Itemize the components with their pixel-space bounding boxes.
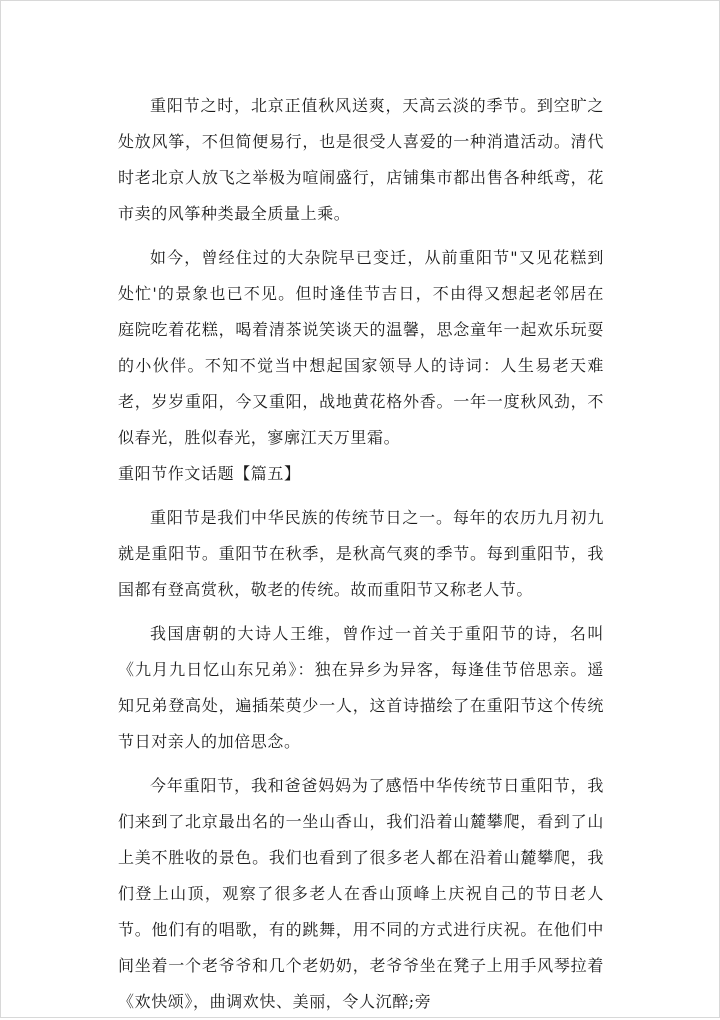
paragraph-kite-flying: 重阳节之时，北京正值秋风送爽，天高云淡的季节。到空旷之处放风筝，不但简便易行，也是很受人喜爱的一种消遣活动。清代时老北京人放飞之举极为喧闹盛行，店铺集市都出售各种纸鸢，花市卖的风筝种类最全质量上乘。 — [118, 96, 604, 223]
document-body — [118, 88, 604, 1020]
paragraph-festival-intro: 重阳节是我们中华民族的传统节日之一。每年的农历九月初九就是重阳节。重阳节在秋季，是秋高气爽的季节。每到重阳节，我国都有登高赏秋，敬老的传统。故而重阳节又称老人节。 — [118, 508, 604, 599]
section-heading: 重阳节作文话题【篇五】 — [118, 464, 301, 483]
paragraph-memories: 如今，曾经住过的大杂院早已变迁，从前重阳节"又见花糕到处忙'的景象也已不见。但时逢佳节吉日，不由得又想起老邻居在庭院吃着花糕，喝着清茶说笑谈天的温馨，思念童年一起欢乐玩耍的小伙伴。不知不觉当中想起国家领导人的诗词：人生易老天难老，岁岁重阳，今又重阳，战地黄花格外香。一年一度秋风劲，不似春光，胜似春光，寥廓江天万里霜。 — [118, 248, 604, 447]
paragraph-xiangshan-trip: 今年重阳节，我和爸爸妈妈为了感悟中华传统节日重阳节，我们来到了北京最出名的一坐山香山，我们沿着山麓攀爬，看到了山上美不胜收的景色。我们也看到了很多老人都在沿着山麓攀爬，我们登上山顶，观察了很多老人在香山顶峰上庆祝自己的节日老人节。他们有的唱歌，有的跳舞，用不同的方式进行庆祝。在他们中间坐着一个老爷爷和几个老奶奶，老爷爷坐在凳子上用手风琴拉着《欢快颂》，曲调欢快、美丽，令人沉醉;旁 — [118, 776, 604, 1011]
paragraph-wang-wei-poem: 我国唐朝的大诗人王维，曾作过一首关于重阳节的诗，名叫《九月九日忆山东兄弟》：独在异乡为异客，每逢佳节倍思亲。遥知兄弟登高处，遍插茱萸少一人，这首诗描绘了在重阳节这个传统节日对亲人的加倍思念。 — [118, 624, 604, 751]
